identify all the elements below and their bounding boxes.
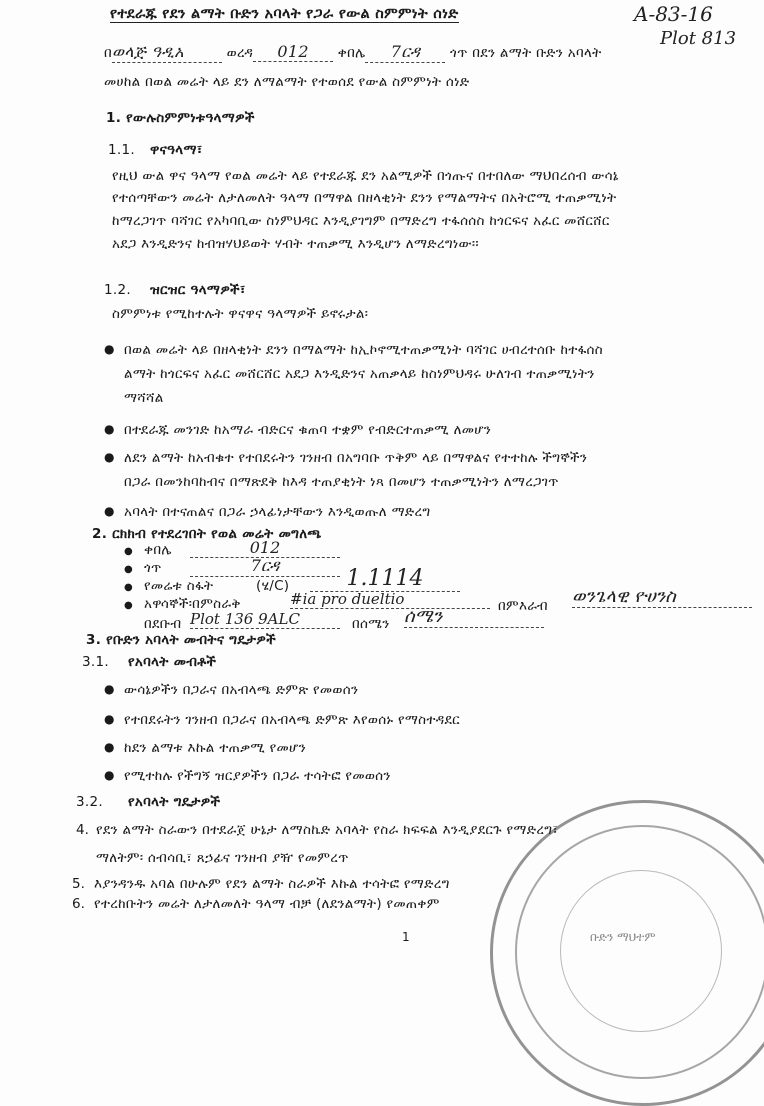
boundary-east-label: አዋሳኞች፡በምስራቅ bbox=[144, 596, 241, 612]
kebele-label: ቀበሌ bbox=[144, 542, 172, 558]
stamp-text: ቡድን ማህተም bbox=[590, 930, 656, 944]
boundary-north-field: ወንጌላዊ ዮሀንስ bbox=[572, 586, 752, 608]
boundary-south-field: Plot 136 9ALC bbox=[190, 610, 340, 629]
document-title: የተደራጁ የደን ልማት ቡድን አባላት የጋራ የውል ስምምነት ሰነድ bbox=[110, 6, 459, 22]
bullet-icon: ● bbox=[104, 450, 115, 464]
s11-line-2: የተሰጣቸውን መሬት ለታለመለት ዓላማ በማዋል በዘላቂነት ደንን የማልማትና በአትሮሚ ተጠቃሚነት bbox=[112, 190, 617, 206]
s11-num: 1.1. bbox=[108, 142, 135, 158]
official-stamp-center bbox=[560, 870, 722, 1032]
area-label: የመሬቱ ስፋት bbox=[144, 578, 214, 594]
boundary-west-label: በሰሜን bbox=[352, 616, 390, 632]
section1-title: 1. የውሉስምምነቱዓላማዎች bbox=[106, 110, 255, 126]
page-number: 1 bbox=[402, 930, 410, 944]
s12-intro: ስምምነቱ የሚከተሉት ዋናዋና ዓላማዎች ይኖሩታል፡ bbox=[112, 306, 369, 322]
bullet-icon: ● bbox=[104, 768, 115, 782]
s11-line-4: አደጋ እንዲድንና ከብዝሃህይወት ሃብት ተጠቃሚ እንዲሆን ለማድረግነው፡፡ bbox=[112, 236, 479, 252]
handwritten-reference: A-83-16 bbox=[634, 2, 713, 26]
area-unit: (ሄ/C) bbox=[256, 578, 290, 594]
area-field: 1.1114 bbox=[310, 566, 460, 592]
bullet-icon: ● bbox=[104, 342, 115, 356]
s32-title: የአባላት ግዴታዎች bbox=[128, 794, 221, 810]
intro-line1: በወላጅ ዓዲአ ወረዳ 012 ቀበሌ 7ርዳ ጎጥ በደን ልማት ቡድን አባላት bbox=[104, 42, 602, 61]
bullet-4-line-1: አባላት በተናጠልና በጋራ ኃላፊነታቸውን እንዲወጡለ ማድረግ bbox=[124, 504, 431, 520]
boundary-south-label: በደቡብ bbox=[144, 616, 182, 632]
bullet-1-line-2: ልማት ከጎርፍና አፈር መሸርሸር አደጋ እንዲድንና አጠቃላይ ከስነምህዳሩ ሁለገብ ተጠቃሚነትን bbox=[124, 366, 595, 382]
bullet-icon: ● bbox=[104, 740, 115, 754]
boundary-north-label: በምእራብ bbox=[498, 598, 548, 614]
bullet-icon: ● bbox=[104, 682, 115, 696]
kebele-field: 012 bbox=[190, 538, 340, 558]
bullet-2-line-1: በተደራጁ መንገድ ከአማራ ብድርና ቁጠባ ተቋም የብድርተጠቃሚ ለመሆን bbox=[124, 422, 492, 438]
s31-title: የአባላት መብቶች bbox=[128, 654, 217, 670]
intro-line2: መሀከል በወል መሬት ላይ ደን ለማልማት የተወሰደ የውል ስምምነት ሰነድ bbox=[104, 74, 470, 90]
s12-num: 1.2. bbox=[104, 282, 131, 298]
bullet-icon: ● bbox=[124, 564, 133, 575]
bullet-1-line-3: ማሻሻል bbox=[124, 390, 164, 406]
s11-line-1: የዚህ ውል ዋና ዓላማ የወል መሬት ላይ የተደራጁ ደን አልሚዎች በጎጡና በተበለው ማህበረሰብ ውሳኔ bbox=[112, 168, 619, 184]
obligation-5-num: 5. bbox=[72, 876, 85, 892]
name-value: ወላጅ ዓዲአ bbox=[112, 42, 222, 63]
boundary-east-field: #ia pro dueltio bbox=[290, 590, 490, 609]
handwritten-plot: Plot 813 bbox=[660, 28, 737, 49]
bullet-icon: ● bbox=[124, 600, 133, 611]
obligation-5-line-1: እያንዳንዱ አባል በሁሉም የደን ልማት ስራዎች እኩል ተሳትፎ የማድረግ bbox=[94, 876, 450, 892]
right-3: ከደን ልማቱ እኩል ተጠቃሚ የመሆን bbox=[124, 740, 306, 756]
got-field: 7ርዳ bbox=[190, 556, 340, 577]
boundary-west-field: ሰሜን bbox=[404, 606, 544, 628]
wereda-value: 012 bbox=[253, 42, 333, 62]
s32-num: 3.2. bbox=[76, 794, 103, 810]
bullet-3-line-2: በጋራ በመንከባከብና በማጽደቅ ከእዳ ተጠያቂነት ነጻ በመሆን ተጠቃሚነትን ለማረጋገጥ bbox=[124, 474, 559, 490]
bullet-icon: ● bbox=[104, 422, 115, 436]
right-2: የተበደሩትን ገንዘብ በጋራና በአብላጫ ድምጽ እየወሰኑ የማስተዳደር bbox=[124, 712, 460, 728]
obligation-6-line-1: የተረከቡትን መሬት ለታለመለት ዓላማ ብቻ (ለደንልማት) የመጠቀም bbox=[94, 896, 440, 912]
right-4: የሚተከሉ የችግኝ ዝርያዎችን በጋራ ተሳትፎ የመወሰን bbox=[124, 768, 391, 784]
obligation-4-num: 4. bbox=[76, 822, 89, 838]
s11-line-3: ከማረጋገጥ ባሻገር የአካባቢው ስነምህዳር እንዲያገግም በማድረግ ተፋሰሰስ ከጎርፍና አፈር መሸርሸር bbox=[112, 213, 610, 229]
obligation-4-line-1: የደን ልማት ስራውን በተደራጀ ሁኔታ ለማስኬድ አባላት የስራ ክፍፍል እንዲያደርጉ የማድረግ፣ bbox=[96, 822, 559, 838]
obligation-6-num: 6. bbox=[72, 896, 85, 912]
bullet-icon: ● bbox=[104, 712, 115, 726]
section3-title: 3. የቡድን አባላት መብትና ግዴታዎች bbox=[86, 632, 276, 648]
bullet-icon: ● bbox=[104, 504, 115, 518]
bullet-icon: ● bbox=[124, 546, 133, 557]
bullet-icon: ● bbox=[124, 582, 133, 593]
right-1: ውሳኔዎችን በጋራና በአብላጫ ድምጽ የመወሰን bbox=[124, 682, 359, 698]
obligation-4-line-2: ማለትም፡ ሰብሳቢ፣ ጸኃፊና ገንዘብ ያዥ የመምረጥ bbox=[96, 850, 349, 866]
s11-title: ዋናዓላማ፣ bbox=[150, 142, 203, 158]
section2-title: 2. ርክክብ የተደረገበት የወል መሬት መግለጫ bbox=[92, 526, 322, 542]
bullet-3-line-1: ለደን ልማት ከአብቁተ የተበደሩትን ገንዘብ በአግባቡ ጥቅም ላይ በማዋልና የተተከሉ ችግኞችን bbox=[124, 450, 588, 466]
bullet-1-line-1: በወል መሬት ላይ በዘላቂነት ደንን በማልማት ከኢኮኖሚተጠቃሚነት ባሻገር ሀብረተሰቡ ከተፋሰስ bbox=[124, 342, 603, 358]
got-label: ጎጥ bbox=[144, 560, 162, 576]
kebele-value: 7ርዳ bbox=[365, 42, 445, 63]
s31-num: 3.1. bbox=[82, 654, 109, 670]
s12-title: ዝርዝር ዓላማዎች፣ bbox=[150, 282, 246, 298]
